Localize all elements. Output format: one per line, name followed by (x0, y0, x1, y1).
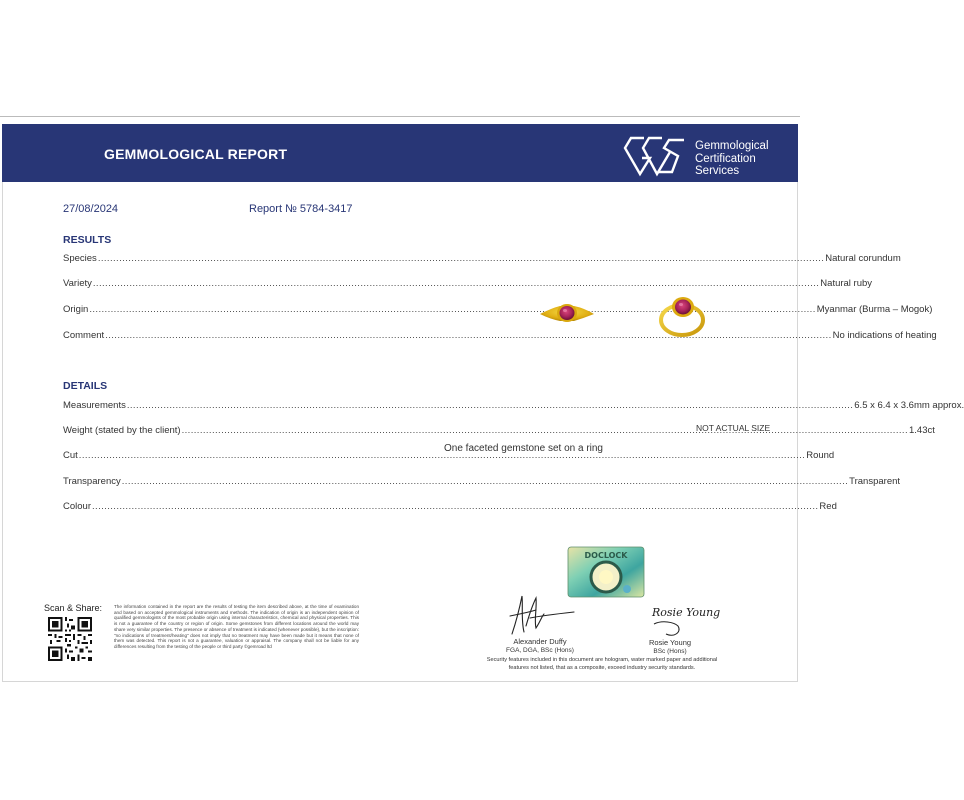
row-value: Red (819, 501, 837, 512)
row-value: Myanmar (Burma – Mogok) (816, 304, 933, 315)
company-name-line3: Services (695, 165, 740, 177)
row-label: Colour (63, 501, 91, 512)
details-row-measurements (63, 400, 964, 414)
svg-text:Rosie Young: Rosie Young (652, 606, 721, 619)
results-row-variety (63, 278, 873, 292)
scan-share-label: Scan & Share: (44, 603, 103, 613)
company-name (695, 140, 769, 178)
signatory-credentials-1: FGA, DGA, BSc (Hons) (506, 647, 574, 654)
row-value: Transparent (849, 476, 901, 487)
results-row-comment (63, 330, 937, 344)
row-label: Transparency (63, 476, 121, 487)
ring-side-image (652, 294, 706, 340)
row-value: 6.5 x 6.4 x 3.6mm approx. (854, 400, 964, 411)
signatory-name-2: Rosie Young (648, 638, 692, 647)
security-features-note: Security features included in this document are hologram, water marked paper and additional features not listed, that as a composite, exceed industry security standards. (486, 657, 718, 671)
page-top-rule (0, 116, 800, 117)
qr-code-icon[interactable] (48, 617, 92, 661)
row-value: No indications of heating (832, 330, 937, 341)
signature-alexander-duffy-icon (500, 592, 576, 638)
not-actual-size-note: NOT ACTUAL SIZE (696, 423, 771, 433)
results-row-origin (63, 304, 933, 318)
company-name-line2: Certification (695, 152, 756, 165)
row-value: 1.43ct (909, 425, 935, 436)
results-heading: RESULTS (63, 234, 112, 246)
signature-rosie-young-icon (648, 602, 721, 640)
details-row-colour (63, 501, 837, 515)
security-hologram-icon (568, 547, 644, 597)
company-name-line1: Gemmological (695, 140, 769, 152)
hologram-text: DOCLOCK (584, 551, 628, 560)
row-label: Measurements (63, 400, 126, 411)
row-value: Natural corundum (825, 253, 901, 264)
report-date: 27/08/2024 (63, 203, 119, 215)
details-row-transparency (63, 476, 901, 490)
details-row-cut (63, 450, 835, 464)
row-value: Round (806, 450, 835, 461)
row-value: Natural ruby (820, 278, 873, 289)
row-label: Species (63, 253, 97, 264)
results-row-species (63, 253, 901, 267)
details-heading: DETAILS (63, 380, 108, 392)
row-label: Origin (63, 304, 89, 315)
legal-disclaimer: The information contained in the report are the results of testing the item described above, at the time of examination and based on accepted gemmological instruments and methods. The indication of origin is an independent opinion of qualified gemmologists of the most probable origin using internal characteristics, chemical and physical properties. This is not a guarantee of the country or region of origin. Some gemstones from different locations around the world may share very similar properties. The presence or absence of treatment is indicated (whenever possible), but the inscription: "no indications of treatment/heating" does not imply that no treatment may have been made but it means that none of them was detected. This report is not a guarantee, valuation or appraisal. The company shall not be liable for any differences resulting from the testing of the people or third party ©gemroad ltd (114, 604, 359, 649)
signatory-credentials-2: BSc (Hons) (653, 648, 687, 655)
row-label: Comment (63, 330, 105, 341)
gcs-logo-icon (622, 134, 688, 178)
row-label: Weight (stated by the client) (63, 425, 181, 436)
signatory-name-1: Alexander Duffy (513, 637, 567, 646)
row-label: Variety (63, 278, 92, 289)
row-label: Cut (63, 450, 78, 461)
report-title: GEMMOLOGICAL REPORT (104, 146, 288, 162)
item-description: One faceted gemstone set on a ring (444, 443, 603, 454)
ring-front-image (538, 298, 596, 328)
report-number: Report № 5784-3417 (249, 203, 353, 215)
